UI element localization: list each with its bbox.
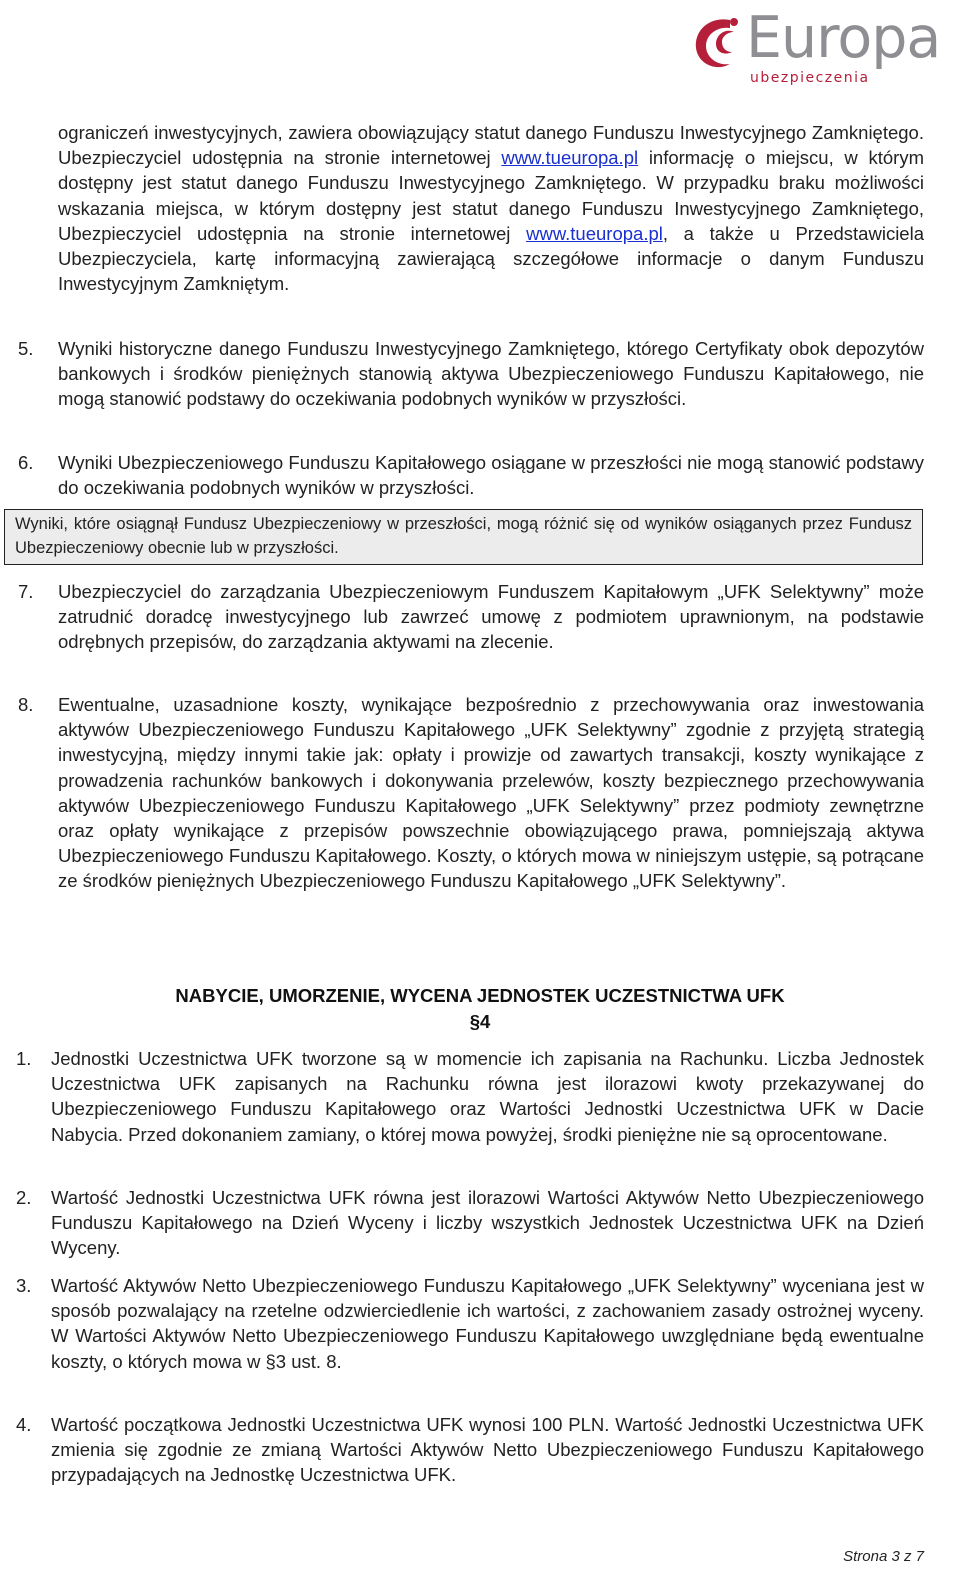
intro-paragraph (58, 120, 924, 296)
list-item-text: Wyniki Ubezpieczeniowego Funduszu Kapitałowego osiągane w przeszłości nie mogą stanowić podstawy do oczekiwania podobnych wyników w przyszłości. (58, 452, 924, 499)
list-item-number: 3. (16, 1275, 32, 1296)
europa-logo (690, 5, 958, 88)
website-link[interactable]: www.tueuropa.pl (526, 222, 663, 244)
intro-text-2: informację o miejscu, w którym dostępny jest statut danego Funduszu Inwestycyjnego Zamkniętego. W przypadku braku możliwości wskazania miejsca, w którym dostępny jest statut danego Funduszu Inwestycyjnego Zamkniętego, Ubezpieczyciel udostępnia na stronie internetowej (58, 147, 924, 244)
page-number: Strona 3 z 7 (843, 1548, 924, 1565)
notice-text: Wyniki, które osiągnął Fundusz Ubezpieczeniowy w przeszłości, mogą różnić się od wyników osiąganych przez Fundusz Ubezpieczeniowy obecnie lub w przyszłości. (15, 515, 912, 557)
list-item-text: Wyniki historyczne danego Funduszu Inwestycyjnego Zamkniętego, którego Certyfikaty obok depozytów bankowych i środków pieniężnych stanowią aktywa Ubezpieczeniowego Funduszu Kapitałowego, nie mogą stanowić podstawy do oczekiwania podobnych wyników w przyszłości. (58, 338, 924, 410)
list-item-number: 8. (18, 694, 34, 715)
notice-box (4, 509, 923, 565)
list-item-text: Wartość początkowa Jednostki Uczestnictwa UFK wynosi 100 PLN. Wartość Jednostki Uczestnictwa UFK zmienia się zgodnie ze zmianą Wartości Aktywów Netto Ubezpieczeniowego Funduszu Kapitałowego przypadających na Jednostkę Uczestnictwa UFK. (51, 1414, 924, 1486)
list-item-text: Wartość Aktywów Netto Ubezpieczeniowego Funduszu Kapitałowego „UFK Selektywny” wyceniana jest w sposób pozwalający na rzetelne odzwierciedlenie ich wartości, z zachowaniem zasady ostrożnej wyceny. W Wartości Aktywów Netto Ubezpieczeniowego Funduszu Kapitałowego uwzględniane będą ewentualne koszty, o których mowa w §3 ust. 8. (51, 1275, 924, 1372)
section-paragraph-number: §4 (469, 1011, 491, 1032)
logo-swirl-icon (690, 14, 744, 74)
intro-text-1: ograniczeń inwestycyjnych, zawiera obowiązujący statut danego Funduszu Inwestycyjnego Zamkniętego. Ubezpieczyciel udostępnia na stronie internetowej (58, 122, 924, 169)
list-item-number: 6. (18, 452, 34, 473)
section-title: NABYCIE, UMORZENIE, WYCENA JEDNOSTEK UCZESTNICTWA UFK (175, 985, 785, 1006)
intro-text-3: , a także u Przedstawiciela Ubezpieczyciela, kartę informacyjną zawierającą szczegółowe informacje o danym Funduszu Inwestycyjnym Zamkniętym. (58, 222, 924, 295)
logo-wordmark: Europa (746, 5, 941, 71)
list-item-number: 4. (16, 1414, 32, 1435)
list-item-text: Jednostki Uczestnictwa UFK tworzone są w momencie ich zapisania na Rachunku. Liczba Jednostek Uczestnictwa UFK zapisanych na Rachunku równa jest ilorazowi kwoty przekazywanej do Ubezpieczeniowego Funduszu Kapitałowego oraz Wartości Jednostki Uczestnictwa UFK w Dacie Nabycia. Przed dokonaniem zamiany, o której mowa powyżej, środki pieniężne nie są oprocentowane. (51, 1048, 924, 1145)
logo-subtitle: ubezpieczenia (750, 70, 870, 86)
list-item-text: Wartość Jednostki Uczestnictwa UFK równa jest ilorazowi Wartości Aktywów Netto Ubezpieczeniowego Funduszu Kapitałowego na Dzień Wyceny i liczby wszystkich Jednostek Uczestnictwa UFK na Dzień Wyceny. (51, 1187, 924, 1259)
list-item-number: 7. (18, 581, 34, 602)
list-item-text: Ubezpieczyciel do zarządzania Ubezpieczeniowym Funduszem Kapitałowym „UFK Selektywny” może zatrudnić doradcę inwestycyjnego lub zawrzeć umowę z podmiotem uprawnionym, na podstawie odrębnych przepisów, do zarządzania aktywami na zlecenie. (58, 581, 924, 653)
list-item-number: 1. (16, 1048, 32, 1069)
list-item-number: 2. (16, 1187, 32, 1208)
list-item-text: Ewentualne, uzasadnione koszty, wynikające bezpośrednio z przechowywania oraz inwestowania aktywów Ubezpieczeniowego Funduszu Kapitałowego „UFK Selektywny” zgodnie z przyjętą strategią inwestycyjną, między innymi takie jak: opłaty i prowizje od zawartych transakcji, koszty wynikające z prowadzenia rachunków bankowych i dokonywania przelewów, koszty bezpiecznego przechowywania aktywów Ubezpieczeniowego Funduszu Kapitałowego „UFK Selektywny” przez podmioty zewnętrzne oraz opłaty wynikające z przepisów powszechnie obowiązującego prawa, pomniejszają aktywa Ubezpieczeniowego Funduszu Kapitałowego. Koszty, o których mowa w niniejszym ustępie, są potrącane ze środków pieniężnych Ubezpieczeniowego Funduszu Kapitałowego „UFK Selektywny”. (58, 694, 924, 892)
website-link[interactable]: www.tueuropa.pl (501, 147, 639, 169)
list-item-number: 5. (18, 338, 34, 359)
